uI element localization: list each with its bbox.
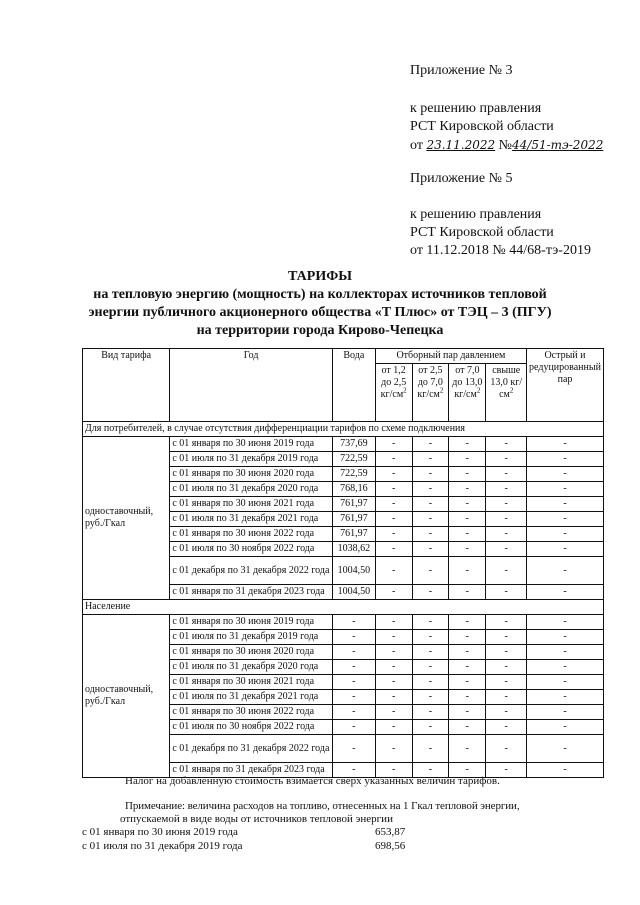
water-tariff-cell: 761,97 <box>332 497 375 512</box>
steam-tariff-cell: - <box>527 630 604 645</box>
period-cell: с 01 июля по 30 ноября 2022 года <box>170 542 333 557</box>
header-period: Год <box>170 349 333 422</box>
period-cell: с 01 июля по 31 декабря 2020 года <box>170 660 333 675</box>
steam-tariff-cell: - <box>375 660 412 675</box>
steam-tariff-cell: - <box>486 497 527 512</box>
steam-tariff-cell: - <box>486 735 527 763</box>
header-sharp-steam: Острый и редуцированный пар <box>527 349 604 422</box>
header-water: Вода <box>332 349 375 422</box>
steam-tariff-cell: - <box>527 735 604 763</box>
steam-tariff-cell: - <box>375 482 412 497</box>
steam-tariff-cell: - <box>375 557 412 585</box>
steam-tariff-cell: - <box>486 630 527 645</box>
water-tariff-cell: - <box>332 735 375 763</box>
steam-tariff-cell: - <box>412 660 449 675</box>
header-pressure-4: свыше 13,0 $кг/см^2$ <box>486 364 527 422</box>
water-tariff-cell: - <box>332 630 375 645</box>
period-cell: с 01 июля по 31 декабря 2019 года <box>170 452 333 467</box>
steam-tariff-cell: - <box>375 675 412 690</box>
steam-tariff-cell: - <box>412 615 449 630</box>
steam-tariff-cell: - <box>449 557 486 585</box>
tariff-type-cell: одноставочный, руб./Гкал <box>83 437 170 600</box>
steam-tariff-cell: - <box>486 645 527 660</box>
table-row <box>83 437 604 452</box>
appendix-3-date-line <box>410 136 603 155</box>
steam-tariff-cell: - <box>449 482 486 497</box>
heading-line-1: на тепловую энергию (мощность) на коллекторах источников тепловой <box>93 287 547 302</box>
steam-tariff-cell: - <box>449 452 486 467</box>
steam-tariff-cell: - <box>527 452 604 467</box>
steam-tariff-cell: - <box>527 690 604 705</box>
group-consumers-rows <box>83 437 604 600</box>
remark-value: 653,87 <box>375 826 406 838</box>
steam-tariff-cell: - <box>412 705 449 720</box>
steam-tariff-cell: - <box>486 542 527 557</box>
water-tariff-cell: 722,59 <box>332 467 375 482</box>
steam-tariff-cell: - <box>375 512 412 527</box>
remark-line-1: Примечание: величина расходов на топливо, отнесенных на 1 Гкал тепловой энергии, <box>125 800 520 812</box>
steam-tariff-cell: - <box>375 763 412 778</box>
header-steam: Отборный пар давлением <box>375 349 526 364</box>
steam-tariff-cell: - <box>486 690 527 705</box>
header-type: Вид тарифа <box>83 349 170 422</box>
steam-tariff-cell: - <box>449 467 486 482</box>
appendix-3-line1: к решению правления <box>410 101 542 116</box>
steam-tariff-cell: - <box>449 720 486 735</box>
water-tariff-cell: 1038,62 <box>332 542 375 557</box>
water-tariff-cell: 761,97 <box>332 527 375 542</box>
steam-tariff-cell: - <box>527 557 604 585</box>
steam-tariff-cell: - <box>375 497 412 512</box>
steam-tariff-cell: - <box>375 720 412 735</box>
period-cell: с 01 января по 30 июня 2022 года <box>170 527 333 542</box>
water-tariff-cell: - <box>332 720 375 735</box>
appendix-5-line3: от 11.12.2018 № 44/68-тэ-2019 <box>410 243 591 258</box>
water-tariff-cell: - <box>332 675 375 690</box>
document-title: ТАРИФЫ <box>288 269 352 284</box>
steam-tariff-cell: - <box>527 542 604 557</box>
period-cell: с 01 января по 30 июня 2021 года <box>170 497 333 512</box>
steam-tariff-cell: - <box>375 615 412 630</box>
steam-tariff-cell: - <box>412 497 449 512</box>
water-tariff-cell: - <box>332 660 375 675</box>
steam-tariff-cell: - <box>527 482 604 497</box>
remark-period: с 01 июля по 31 декабря 2019 года <box>82 840 243 852</box>
steam-tariff-cell: - <box>412 467 449 482</box>
steam-tariff-cell: - <box>449 690 486 705</box>
steam-tariff-cell: - <box>449 763 486 778</box>
steam-tariff-cell: - <box>375 645 412 660</box>
vat-note: Налог на добавленную стоимость взимается сверх указанных величин тарифов. <box>125 775 500 787</box>
steam-tariff-cell: - <box>527 660 604 675</box>
steam-tariff-cell: - <box>486 512 527 527</box>
water-tariff-cell: - <box>332 763 375 778</box>
steam-tariff-cell: - <box>449 675 486 690</box>
steam-tariff-cell: - <box>527 585 604 600</box>
steam-tariff-cell: - <box>375 735 412 763</box>
steam-tariff-cell: - <box>486 720 527 735</box>
period-cell: с 01 января по 30 июня 2022 года <box>170 705 333 720</box>
period-cell: с 01 декабря по 31 декабря 2022 года <box>170 735 333 763</box>
period-cell: с 01 января по 30 июня 2019 года <box>170 437 333 452</box>
steam-tariff-cell: - <box>486 675 527 690</box>
tariff-table <box>82 348 604 778</box>
steam-tariff-cell: - <box>486 437 527 452</box>
period-cell: с 01 июля по 30 ноября 2022 года <box>170 720 333 735</box>
header-pressure-2: от 2,5 до 7,0 $кг/см^2$ <box>412 364 449 422</box>
steam-tariff-cell: - <box>527 437 604 452</box>
steam-tariff-cell: - <box>412 542 449 557</box>
steam-tariff-cell: - <box>486 557 527 585</box>
remark-line-2: отпускаемой в виде воды от источников тепловой энергии <box>120 813 393 825</box>
appendix-3-title: Приложение № 3 <box>410 63 513 78</box>
period-cell: с 01 июля по 31 декабря 2021 года <box>170 512 333 527</box>
steam-tariff-cell: - <box>449 512 486 527</box>
steam-tariff-cell: - <box>449 437 486 452</box>
header-pressure-1: от 1,2 до 2,5 $кг/см^2$ <box>375 364 412 422</box>
steam-tariff-cell: - <box>412 452 449 467</box>
steam-tariff-cell: - <box>527 645 604 660</box>
handwritten-date: 23.11.2022 <box>426 138 496 152</box>
steam-tariff-cell: - <box>449 497 486 512</box>
steam-tariff-cell: - <box>486 482 527 497</box>
steam-tariff-cell: - <box>375 467 412 482</box>
steam-tariff-cell: - <box>412 437 449 452</box>
water-tariff-cell: 1004,50 <box>332 585 375 600</box>
water-tariff-cell: 768,16 <box>332 482 375 497</box>
steam-tariff-cell: - <box>375 690 412 705</box>
period-cell: с 01 декабря по 31 декабря 2022 года <box>170 557 333 585</box>
appendix-5-line2: РСТ Кировской области <box>410 225 554 240</box>
heading-line-3: на территории города Кирово-Чепецка <box>196 323 444 338</box>
steam-tariff-cell: - <box>375 527 412 542</box>
steam-tariff-cell: - <box>449 615 486 630</box>
steam-tariff-cell: - <box>449 630 486 645</box>
remark-period: с 01 января по 30 июня 2019 года <box>82 826 238 838</box>
period-cell: с 01 января по 30 июня 2020 года <box>170 645 333 660</box>
steam-tariff-cell: - <box>449 660 486 675</box>
steam-tariff-cell: - <box>486 615 527 630</box>
steam-tariff-cell: - <box>486 527 527 542</box>
steam-tariff-cell: - <box>412 645 449 660</box>
water-tariff-cell: - <box>332 690 375 705</box>
water-tariff-cell: - <box>332 615 375 630</box>
steam-tariff-cell: - <box>375 437 412 452</box>
steam-tariff-cell: - <box>412 763 449 778</box>
water-tariff-cell: 722,59 <box>332 452 375 467</box>
steam-tariff-cell: - <box>412 557 449 585</box>
steam-tariff-cell: - <box>527 527 604 542</box>
steam-tariff-cell: - <box>486 660 527 675</box>
handwritten-number: 44/51-тэ-2022 <box>512 138 604 152</box>
steam-tariff-cell: - <box>412 675 449 690</box>
steam-tariff-cell: - <box>449 585 486 600</box>
steam-tariff-cell: - <box>486 585 527 600</box>
steam-tariff-cell: - <box>486 763 527 778</box>
steam-tariff-cell: - <box>375 705 412 720</box>
header-pressure-3: от 7,0 до 13,0 $кг/см^2$ <box>449 364 486 422</box>
period-cell: с 01 января по 30 июня 2019 года <box>170 615 333 630</box>
water-tariff-cell: 761,97 <box>332 512 375 527</box>
steam-tariff-cell: - <box>412 690 449 705</box>
remark-value: 698,56 <box>375 840 406 852</box>
period-cell: с 01 июля по 31 декабря 2021 года <box>170 690 333 705</box>
steam-tariff-cell: - <box>527 720 604 735</box>
steam-tariff-cell: - <box>412 735 449 763</box>
steam-tariff-cell: - <box>375 452 412 467</box>
water-tariff-cell: - <box>332 645 375 660</box>
group-label-population: Население <box>83 600 604 615</box>
group-label-consumers: Для потребителей, в случае отсутствия дифференциации тарифов по схеме подключения <box>83 422 604 437</box>
date-prefix: от <box>410 138 423 153</box>
appendix-5-line1: к решению правления <box>410 207 542 222</box>
steam-tariff-cell: - <box>412 527 449 542</box>
appendix-5-title: Приложение № 5 <box>410 171 513 186</box>
appendix-3-line2: РСТ Кировской области <box>410 119 554 134</box>
steam-tariff-cell: - <box>412 630 449 645</box>
period-cell: с 01 января по 30 июня 2020 года <box>170 467 333 482</box>
number-prefix: № <box>498 138 513 153</box>
period-cell: с 01 января по 31 декабря 2023 года <box>170 585 333 600</box>
water-tariff-cell: - <box>332 705 375 720</box>
steam-tariff-cell: - <box>449 527 486 542</box>
steam-tariff-cell: - <box>375 630 412 645</box>
steam-tariff-cell: - <box>527 497 604 512</box>
group-population-rows <box>83 615 604 778</box>
steam-tariff-cell: - <box>449 735 486 763</box>
period-cell: с 01 июля по 31 декабря 2020 года <box>170 482 333 497</box>
steam-tariff-cell: - <box>486 467 527 482</box>
steam-tariff-cell: - <box>527 763 604 778</box>
steam-tariff-cell: - <box>527 615 604 630</box>
water-tariff-cell: 737,69 <box>332 437 375 452</box>
steam-tariff-cell: - <box>527 512 604 527</box>
steam-tariff-cell: - <box>486 452 527 467</box>
water-tariff-cell: 1004,50 <box>332 557 375 585</box>
steam-tariff-cell: - <box>375 585 412 600</box>
period-cell: с 01 января по 31 декабря 2023 года <box>170 763 333 778</box>
steam-tariff-cell: - <box>412 512 449 527</box>
table-row <box>83 615 604 630</box>
steam-tariff-cell: - <box>412 482 449 497</box>
heading-line-2: энергии публичного акционерного общества «Т Плюс» от ТЭЦ – 3 (ПГУ) <box>88 305 552 320</box>
steam-tariff-cell: - <box>449 705 486 720</box>
steam-tariff-cell: - <box>412 720 449 735</box>
steam-tariff-cell: - <box>527 467 604 482</box>
steam-tariff-cell: - <box>486 705 527 720</box>
tariff-type-cell: одноставочный, руб./Гкал <box>83 615 170 778</box>
period-cell: с 01 июля по 31 декабря 2019 года <box>170 630 333 645</box>
period-cell: с 01 января по 30 июня 2021 года <box>170 675 333 690</box>
steam-tariff-cell: - <box>375 542 412 557</box>
steam-tariff-cell: - <box>449 542 486 557</box>
steam-tariff-cell: - <box>412 585 449 600</box>
steam-tariff-cell: - <box>527 705 604 720</box>
steam-tariff-cell: - <box>527 675 604 690</box>
steam-tariff-cell: - <box>449 645 486 660</box>
